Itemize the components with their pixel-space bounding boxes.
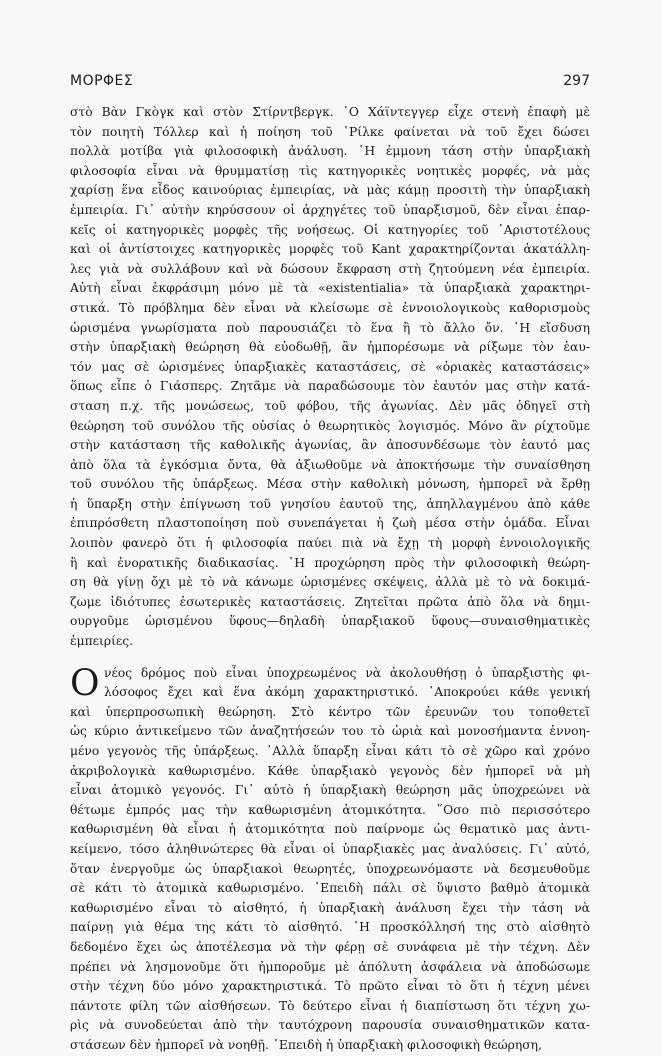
text-line: ἡ ὕπαρξη στὴν ἐπίγνωση τοῦ γνησίου ἑαυτοῦ της, ἀπηλλαγμένου ἀπὸ κάθε [70, 496, 590, 511]
body-text [70, 103, 590, 1056]
text-line: τὸν ποιητὴ Τόλλερ καὶ ἡ ποίηση τοῦ ῾Ρίλκε φαίνεται νὰ τοῦ ἔχει δώσει [70, 124, 590, 139]
text-line: ἀκριβολογικὰ καθωρισμένο. Κάθε ὑπαρξιακὸ γεγονὸς δὲν ἠμπορεῖ νὰ μὴ [70, 763, 590, 778]
text-line: τόν μας σὲ ὡρισμένες ὑπαρξιακὲς καταστάσεις, σὲ «ὁριακὲς καταστάσεις» [70, 359, 590, 374]
text-line: ουργοῦμε ὡρισμένου ὕφους—δηλαδὴ ὑπαρξιακοῦ ὕφους—συναισθηματικὲς [70, 614, 590, 629]
text-line: λες γιὰ νὰ συλλάβουν καὶ νὰ δώσουν ἔκφραση στὴ ζητούμενη νέα ἐμπειρία. [70, 261, 590, 276]
text-line: θεώρηση τοῦ συνόλου τῆς οὐσίας ὁ θεωρητικὸς λογισμός. Μόνο ἂν ρίχτοῦμε [70, 418, 590, 433]
text-line: τοῦ συνόλου τῆς ὑπάρξεως. Μέσα στὴν καθολικὴ μόνωση, ἠμπορεῖ νὰ ἔρθῃ [70, 477, 590, 492]
page-header [70, 73, 590, 91]
text-line: ὡρισμένα γνωρίσματα ποὺ παρουσιάζει τὸ ἕνα ἢ τὸ ἄλλο ὄν. ῾Η εἴσδυση [70, 320, 590, 335]
page-number: 297 [563, 73, 590, 89]
running-head: ΜΟΡΦΕΣ [70, 73, 134, 89]
text-line: πάντοτε φίλη τῶν αἰσθήσεων. Τὸ δεύτερο εἶναι ἡ διαπίστωση ὅτι τέχνη χω- [70, 998, 590, 1013]
text-line: στὸ Βὰν Γκὸγκ καὶ στὸν Στίρντβεργκ. ῾Ο Χάϊντεγγερ εἶχε στενὴ ἐπαφὴ μὲ [70, 105, 590, 119]
text-line: ἢ καὶ ἐνορατικῆς διαδικασίας. ῾Η προχώρηση πρὸς τὴν φιλοσοφικὴ θεώρη- [70, 555, 590, 570]
text-line: εἶναι ἀτομικὸ γεγονός. Γι᾽ αὐτὸ ἡ ὑπαρξιακὴ θεώρηση μᾶς ὑποχρεώνει νὰ [70, 783, 590, 798]
text-line: στὴν τέχνη δύο μόνο χαρακτηριστικά. Τὸ πρῶτο εἶναι τὸ ὅτι ἡ τέχνη μένει [70, 979, 590, 994]
text-line: ση θὰ γίνῃ ὄχι μὲ τὸ νὰ κάνωμε ὡρισμένες σκέψεις, ἀλλὰ μὲ τὸ νὰ δοκιμά- [70, 575, 590, 590]
text-line: πολλὰ μοτίβα γιὰ φιλοσοφικὴ ἀνάλυση. ῾Η ἐμμονη τάση στὴν ὑπαρξιακὴ [70, 144, 590, 159]
text-line: κεῖς οἱ κατηγορικὲς μορφὲς τῆς νοήσεως. Οἱ κατηγορίες τοῦ ᾿Αριστοτέλους [70, 222, 590, 237]
text-line: στὴν κατάσταση τῆς καθολικῆς ἀγωνίας, ἂν ἀποσυνδέσωμε τὸν ἑαυτό μας [70, 438, 590, 453]
text-line: μένο γεγονὸς τῆς ὑπάρξεως. ᾿Αλλὰ ὕπαρξη εἶναι κάτι τὸ σὲ χῶρο καὶ χρόνο [70, 744, 590, 758]
text-line: καὶ ὑπερπροσωπικὴ θεώρηση. Στὸ κέντρο τῶν ἐρευνῶν του τοποθετεῖ [70, 704, 590, 719]
text-line: φιλοσοφία εἶναι νὰ θρυμματίσῃ τὶς κατηγορικὲς νοητικὲς μορφές, νὰ μὰς [70, 163, 590, 178]
text-line: θέτωμε ἐμπρός μας τὴν καθωρισμένη ἀτομικότητα. ῞Οσο πιὸ περισσότερο [70, 802, 590, 817]
text-line: σὲ κάτι τὸ ἀτομικὰ καθωρισμένο. ᾿Επειδὴ πάλι σὲ ὕψιστο βαθμὸ ἀτομικὰ [70, 881, 590, 896]
paragraph-2 [70, 664, 590, 1056]
text-line: ἐπιπρόσθετη πλαστοποίηση ποὺ συνεπάγεται ἡ ζωὴ μέσα στὴν ὁμάδα. Εἶναι [70, 516, 590, 531]
text-line: δεδομένο ἔχει ὡς ἀποτέλεσμα νὰ τὴν φέρῃ σὲ συνάφεια μὲ τὴν τέχνη. Δὲν [70, 939, 590, 954]
text-line: ρὶς νὰ συνοδεύεται ἀπὸ τὴν ταυτόχρονη παρουσία συναισθηματικῶν κατα- [70, 1018, 590, 1033]
text-line: νέος δρόμος ποὺ εἶναι ὑποχρεωμένος νὰ ἀκολουθήσῃ ὁ ὑπαρξιστὴς φι- [104, 665, 590, 680]
text-line: σταση π.χ. τῆς μονώσεως, τοῦ φόβου, τῆς ἀγωνίας. Δὲν μᾶς ὁδηγεῖ στὴ [70, 398, 590, 413]
text-line: ἐμπειρίες. [70, 634, 134, 649]
text-line: καθωρισμένη θὰ εἶναι ἡ ἀτομικότητα ποὺ παίρνομε ὡς θεματικὸ μας ἀντι- [70, 822, 590, 837]
text-line: ὡς κύριο ἀντικείμενο τῶν ἀναζητήσεών του τὸ ὡριὰ καὶ μονοσήμαντα ἐννοη- [70, 724, 590, 739]
text-line: καθωρισμένο εἶναι τὸ αἰσθητό, ἡ ὑπαρξιακὴ ἀνάλυση ἔχει τὴν τάση νὰ [70, 900, 590, 915]
text-line: χαρίσῃ ἕνα εἶδος καινούριας ἐμπειρίας, νὰ μὰς κάμῃ προσιτὴ τὴν ὑπαρξιακὴ [70, 183, 590, 198]
text-line: ὅταν ἐνεργοῦμε ὡς ὑπαρξιακοὶ θεωρητές, ὑποχρεωνόμαστε νὰ δεσμευθοῦμε [70, 861, 590, 876]
text-line: ἐμπειρία. Γι᾽ αὐτὴν κηρύσσουν οἱ ἀρχηγέτες τοῦ ὑπαρξισμοῦ, δὲν εἶναι ἐπαρ- [70, 202, 590, 217]
text-line: λόσοφος ἔχει καὶ ἕνα ἀκόμη χαρακτηριστικό. ᾿Αποκρούει κάθε γενική [104, 685, 590, 700]
text-line: κείμενο, τόσο ἀληθινώτερες θὰ εἶναι οἱ ὑπαρξιακὲς μας ἀναλύσεις. Γι᾽ αὐτό, [70, 841, 590, 856]
text-line: Αὐτὴ εἶναι ἐκφράσιμη μόνο μὲ τὰ «existentialia» τὰ ὑπαρξιακὰ χαρακτηρι- [70, 281, 590, 296]
text-line: παίρνῃ γιὰ θέμα της κάτι τὸ αἰσθητό. ῾Η προσκόλλησή της στὸ αἰσθητὸ [70, 920, 590, 935]
paragraph-1 [70, 103, 590, 652]
text-line: λοιπὸν φανερὸ ὅτι ἡ φιλοσοφία παύει πιὰ νὰ ἔχῃ τὴ μορφὴ ἐννοιολογικῆς [70, 536, 590, 551]
text-line: πρέπει νὰ λησμονοῦμε ὅτι ἠμποροῦμε μὲ ἀπόλυτη ἀσφάλεια νὰ ἀποδώσωμε [70, 959, 590, 974]
text-line: καὶ οἱ ἀντίστοιχες κατηγορικὲς μορφὲς τοῦ Kant χαρακτηρίζονται ἀκατάλλη- [70, 242, 590, 257]
text-line: ἀπὸ ὅλα τὰ ἐγκόσμια ὄντα, θὰ ἀξιωθοῦμε νὰ ἀποκτήσωμε τὴν συναίσθηση [70, 457, 590, 472]
text-line: ὅπως εἶπε ὁ Γιάσπερς. Ζητᾶμε νὰ παραδώσουμε τὸν ἑαυτόν μας στὴν κατά- [70, 379, 590, 394]
text-line: στικά. Τὸ πρόβλημα δὲν εἶναι νὰ κλείσωμε σὲ ἐννοιολογικοὺς καθορισμοὺς [70, 300, 590, 315]
drop-cap: Ο [70, 662, 100, 704]
text-line: στάσεων δὲν ἠμπορεῖ νὰ νοηθῇ. ᾿Επειδὴ ἡ ὑπαρξιακὴ φιλοσοφικὴ θεώρηση, [70, 1037, 542, 1052]
text-line: ζωμε ἰδιότυπες ἐσωτερικὲς καταστάσεις. Ζητεῖται πρῶτα ἀπὸ ὅλα νὰ δημι- [70, 594, 590, 609]
text-line: στὴν ὑπαρξιακὴ θεώρηση θὰ εὐοδωθῇ, ἂν ἠμπορέσωμε νὰ ρίξωμε τὸν ἑαυ- [70, 340, 590, 355]
